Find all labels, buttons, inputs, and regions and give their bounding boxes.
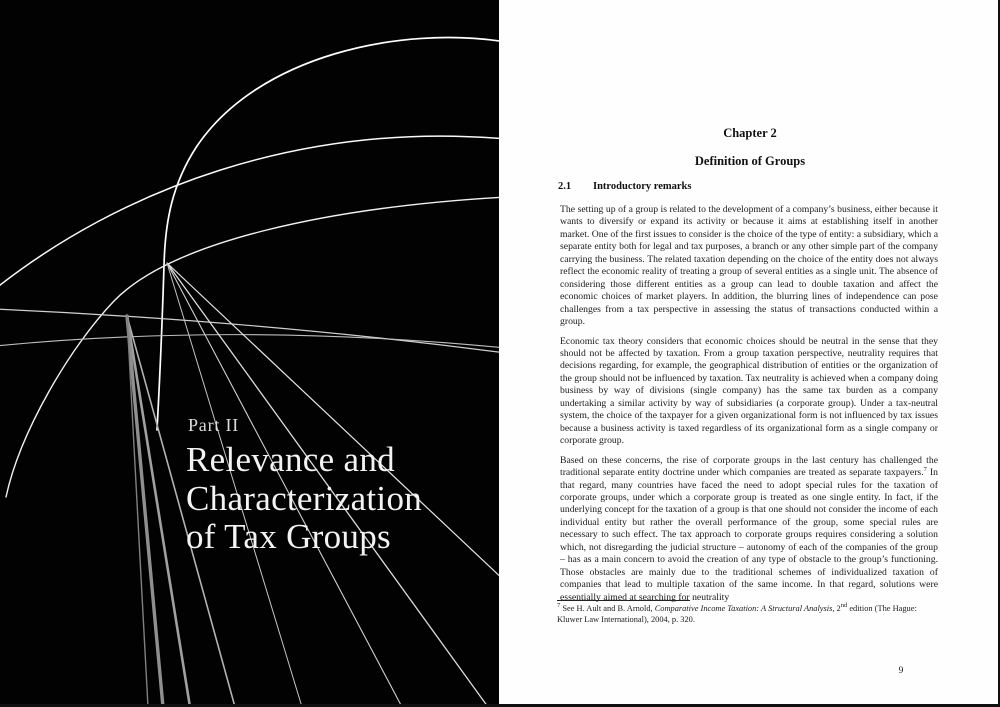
footnote-edition-suffix: nd (840, 602, 848, 610)
paragraph-3-text: Based on these concerns, the rise of corporate groups in the last century has challenged the traditional separate entity doctrine under which companies are treated as separate taxpayers. (560, 454, 938, 479)
section-heading (558, 181, 936, 192)
body-text (560, 204, 938, 611)
part-title-line-1: Relevance and (186, 440, 395, 479)
footnote-edition-number: 2 (834, 604, 841, 613)
footnote-separator-rule (557, 600, 690, 601)
footnote (557, 600, 939, 625)
paragraph-2: Economic tax theory considers that economic choices should be neutral in the sense that they should not be affected by taxation. From a group taxation perspective, neutrality requires that decisions regarding, for example, the geographical distribution of entities or the organization of the group should not be influenced by taxation. Tax neutrality is achieved when a company doing business by way of divisions (single company) has the same tax burden as a company undertaking a similar activity by way of subsidiaries (a corporate group). Under a tax-neutral system, the choice of the taxpayer for a given organizational form is not influenced by tax issues because a business activity is taxed regardless of its organizational form as a single company or corporate group. (560, 335, 938, 447)
paragraph-3 (560, 455, 938, 604)
paragraph-3-continuation: In that regard, many countries have faced the need to adopt special rules for the taxation of corporate groups, under which a corporate group is treated as one single entity. In fact, if the underlying concept for the taxation of a group is that one should not consider the income of each individual entity but rather the overall performance of the group, some special rules are necessary to such effect. The tax approach to corporate groups requires considering a solution which, not disregarding the judicial structure – autonomy of each of the companies of the group – has as a main concern to avoid the creation of any type of obstacle to the group’s functioning. Those obstacles are mainly due to the traditional schemes of individualized taxation of companies that lead to multiple taxation of the same income. In that regard, solutions were essentially aimed at searching for neutrality (560, 467, 938, 603)
part-label: Part II (188, 415, 240, 435)
part-title-line-3: of Tax Groups (186, 517, 391, 556)
chapter-heading: Chapter 2 (723, 126, 777, 140)
footnote-reference: 7 (923, 465, 927, 473)
chapter-title: Definition of Groups (694, 154, 806, 168)
footnote-tail: edition (The Hague: Kluwer Law International), 2004, p. 320. (557, 604, 917, 624)
part-title (186, 441, 422, 557)
paragraph-1: The setting up of a group is related to the development of a company’s business, either because it wants to diversify or expand its activity or because it aims at establishing itself in another market. One of the first issues to consider is the choice of the type of entity: a subsidiary, which a separate entity both for legal and tax purposes, a branch or any other simple part of the company carrying the business. The related taxation depending on the choice of the entity does not always reflect the economic reality of treating a group of several entities as a single unit. The absence of considering those different entities as a group can lead to double taxation and affect the economic choices of market players. In addition, the blurring lines of independence can pose challenges from a tax perspective in assessing the status of transactions conducted within a group. (560, 204, 938, 328)
decorative-arcs-artwork (0, 0, 499, 707)
section-number: 2.1 (558, 181, 572, 192)
left-page (0, 0, 499, 707)
footnote-lead: See H. Ault and B. Arnold, (560, 604, 655, 613)
section-title: Introductory remarks (593, 181, 692, 192)
footnote-text (557, 604, 939, 625)
footnote-book-title: Comparative Income Taxation: A Structural Analysis, (654, 604, 835, 613)
page-number: 9 (898, 666, 904, 676)
part-title-line-2: Characterization (186, 478, 423, 518)
footnote-marker: 7 (557, 602, 561, 610)
right-page (499, 0, 1000, 707)
